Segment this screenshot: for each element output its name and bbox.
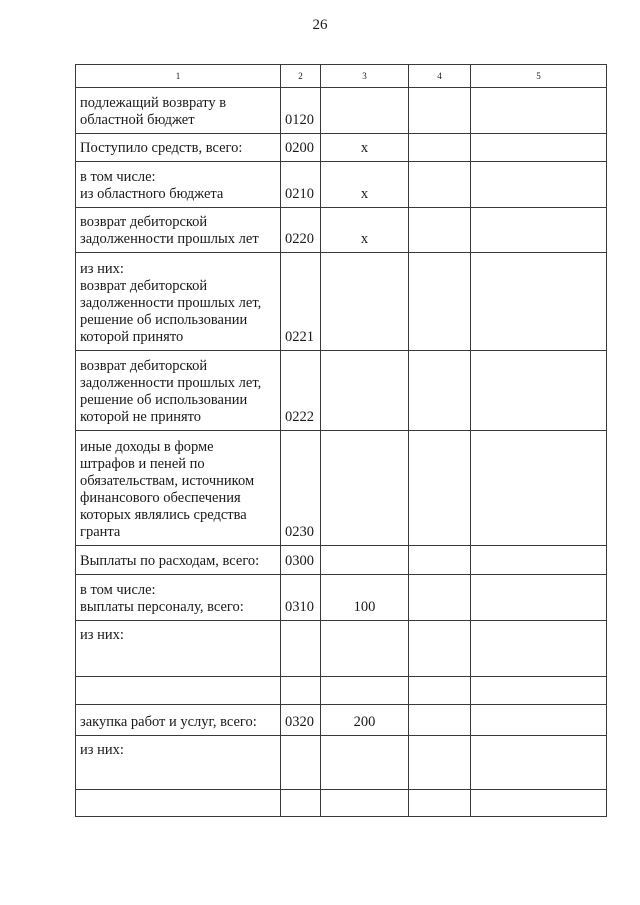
row-col5 [471, 705, 607, 736]
row-col4 [409, 253, 471, 351]
row-col3 [321, 431, 409, 546]
row-label [76, 790, 281, 817]
row-col5 [471, 253, 607, 351]
row-col3 [321, 790, 409, 817]
row-col4 [409, 162, 471, 208]
row-col4 [409, 134, 471, 162]
row-col5 [471, 546, 607, 575]
table-row [76, 546, 607, 575]
header-col-5: 5 [471, 65, 607, 88]
row-label: закупка работ и услуг, всего: [76, 705, 281, 736]
row-code [281, 677, 321, 705]
table-row [76, 351, 607, 431]
row-col4 [409, 546, 471, 575]
row-code [281, 790, 321, 817]
table-row [76, 677, 607, 705]
table-row [76, 431, 607, 546]
row-col3: x [321, 162, 409, 208]
row-col3 [321, 621, 409, 677]
table-row [76, 208, 607, 253]
row-code: 0222 [281, 351, 321, 431]
table-row [76, 134, 607, 162]
row-label: из них: [76, 736, 281, 790]
row-col4 [409, 621, 471, 677]
row-code: 0220 [281, 208, 321, 253]
row-label: возврат дебиторской задолженности прошлых лет, решение об использовании которой не принято [76, 351, 281, 431]
row-code: 0310 [281, 575, 321, 621]
row-col3: x [321, 208, 409, 253]
header-col-2: 2 [281, 65, 321, 88]
header-col-1: 1 [76, 65, 281, 88]
page-number: 26 [312, 17, 328, 33]
header-col-3: 3 [321, 65, 409, 88]
row-col5 [471, 208, 607, 253]
row-col5 [471, 621, 607, 677]
row-code: 0230 [281, 431, 321, 546]
row-code: 0200 [281, 134, 321, 162]
row-col5 [471, 134, 607, 162]
row-col3 [321, 88, 409, 134]
header-col-4: 4 [409, 65, 471, 88]
row-col5 [471, 88, 607, 134]
table-row [76, 88, 607, 134]
row-code [281, 736, 321, 790]
row-col5 [471, 790, 607, 817]
row-col5 [471, 351, 607, 431]
row-label: в том числе: выплаты персоналу, всего: [76, 575, 281, 621]
row-code: 0320 [281, 705, 321, 736]
row-label: иные доходы в форме штрафов и пеней по обязательствам, источником финансового обеспечения которых являлись средства гранта [76, 431, 281, 546]
table-row [76, 253, 607, 351]
table-row [76, 736, 607, 790]
row-col4 [409, 677, 471, 705]
row-code [281, 621, 321, 677]
row-label: в том числе: из областного бюджета [76, 162, 281, 208]
row-col4 [409, 351, 471, 431]
row-code: 0300 [281, 546, 321, 575]
row-code: 0120 [281, 88, 321, 134]
row-col4 [409, 88, 471, 134]
header-row [76, 65, 607, 88]
row-col3 [321, 351, 409, 431]
row-code: 0210 [281, 162, 321, 208]
row-col3 [321, 677, 409, 705]
row-col5 [471, 736, 607, 790]
row-col5 [471, 431, 607, 546]
row-code: 0221 [281, 253, 321, 351]
row-col3 [321, 253, 409, 351]
row-col5 [471, 575, 607, 621]
row-col5 [471, 677, 607, 705]
row-col4 [409, 208, 471, 253]
row-col4 [409, 736, 471, 790]
row-col4 [409, 705, 471, 736]
table-row [76, 575, 607, 621]
table-row [76, 621, 607, 677]
row-label: Выплаты по расходам, всего: [76, 546, 281, 575]
row-col3: 200 [321, 705, 409, 736]
row-col5 [471, 162, 607, 208]
table-row [76, 790, 607, 817]
report-table [75, 64, 607, 817]
row-col4 [409, 790, 471, 817]
row-label: из них: [76, 621, 281, 677]
row-label: Поступило средств, всего: [76, 134, 281, 162]
row-col3: x [321, 134, 409, 162]
table-row [76, 162, 607, 208]
row-col3: 100 [321, 575, 409, 621]
row-label [76, 677, 281, 705]
table-row [76, 705, 607, 736]
row-col3 [321, 546, 409, 575]
row-label: подлежащий возврату в областной бюджет [76, 88, 281, 134]
row-label: возврат дебиторской задолженности прошлых лет [76, 208, 281, 253]
row-col4 [409, 431, 471, 546]
row-col3 [321, 736, 409, 790]
row-label: из них: возврат дебиторской задолженности прошлых лет, решение об использовании которой принято [76, 253, 281, 351]
row-col4 [409, 575, 471, 621]
